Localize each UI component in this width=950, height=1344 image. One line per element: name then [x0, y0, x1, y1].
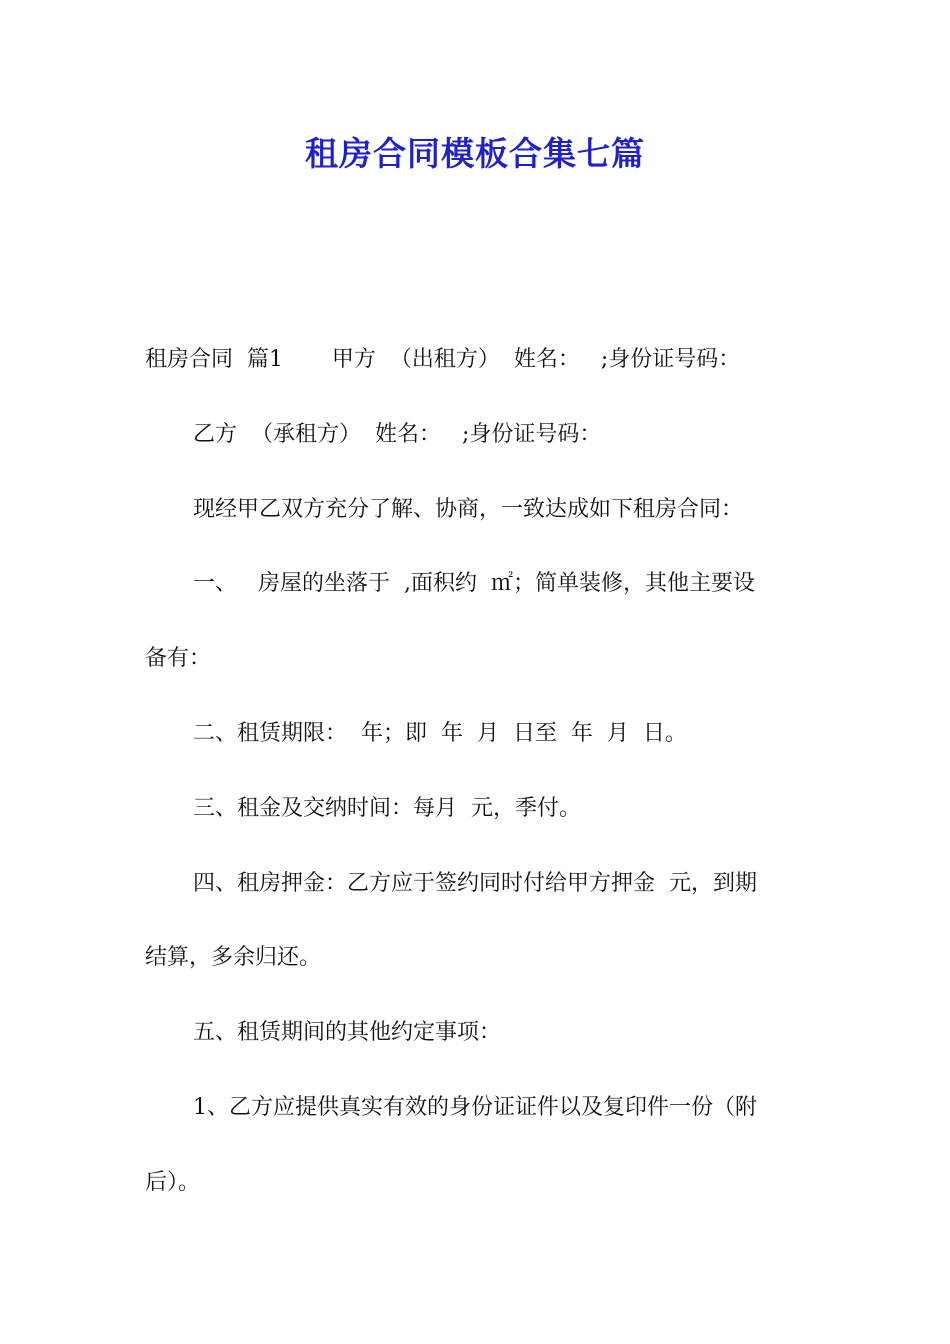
- paragraph-line-12: 后）。: [145, 1170, 201, 1195]
- paragraph-line-8: 四、租房押金：乙方应于签约同时付给甲方押金 元，到期: [193, 871, 757, 896]
- paragraph-line-2: 乙方 （承租方） 姓名： ;身份证号码：: [193, 422, 602, 447]
- paragraph-line-9: 结算，多余归还。: [145, 945, 322, 970]
- paragraph-line-5: 备有：: [145, 646, 212, 671]
- paragraph-line-3: 现经甲乙双方充分了解、协商，一致达成如下租房合同：: [193, 497, 744, 522]
- paragraph-line-4: 一、 房屋的坐落于 ,面积约 ㎡；简单装修，其他主要设: [193, 571, 755, 596]
- paragraph-line-10: 五、租赁期间的其他约定事项：: [193, 1020, 502, 1045]
- paragraph-line-1: 租房合同 篇1 甲方 （出租方） 姓名： ;身份证号码：: [145, 347, 741, 372]
- document-title: 租房合同模板合集七篇: [305, 134, 645, 173]
- paragraph-line-6: 二、租赁期限： 年；即 年 月 日至 年 月 日。: [193, 721, 687, 746]
- paragraph-line-11: 1、乙方应提供真实有效的身份证证件以及复印件一份（附: [193, 1095, 757, 1120]
- paragraph-line-7: 三、租金及交纳时间：每月 元，季付。: [193, 796, 581, 821]
